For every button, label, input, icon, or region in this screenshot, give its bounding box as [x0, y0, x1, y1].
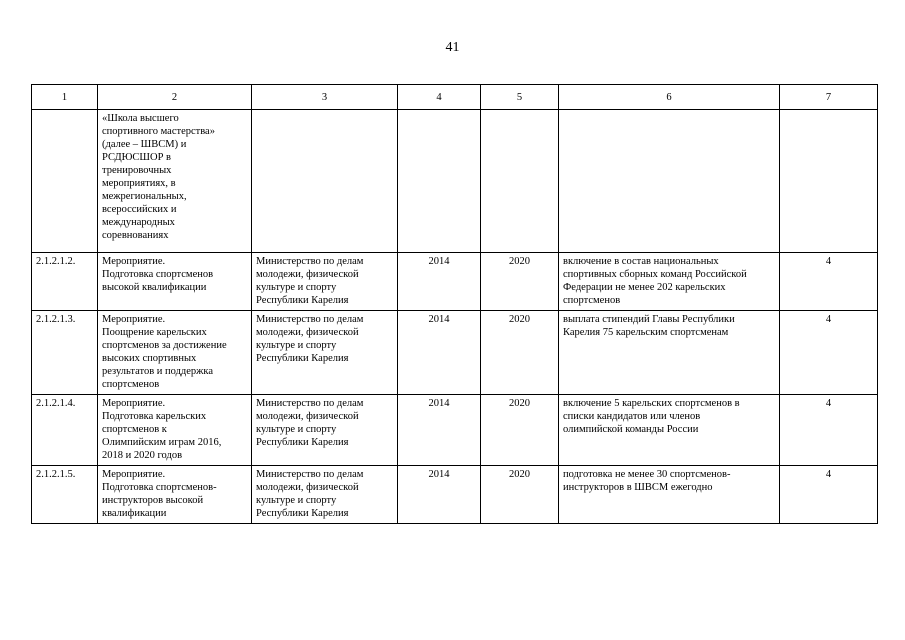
table-row: [32, 311, 878, 395]
cell-start-year: 2014: [398, 466, 481, 524]
continuation-cell-executor: [252, 110, 398, 253]
cell-event: Мероприятие. Поощрение карельских спортсменов за достижение высоких спортивных результатов и поддержка спортсменов: [98, 311, 252, 395]
continuation-cell-code: [32, 110, 98, 253]
cell-start-year: 2014: [398, 253, 481, 311]
cell-code: 2.1.2.1.5.: [32, 466, 98, 524]
cell-ref: 4: [780, 466, 878, 524]
cell-code: 2.1.2.1.3.: [32, 311, 98, 395]
continuation-cell-ref: [780, 110, 878, 253]
cell-ref: 4: [780, 311, 878, 395]
cell-ref: 4: [780, 395, 878, 466]
table-row: [32, 253, 878, 311]
cell-start-year: 2014: [398, 395, 481, 466]
cell-executor: Министерство по делам молодежи, физической культуре и спорту Республики Карелия: [252, 395, 398, 466]
column-header-2: 2: [98, 85, 252, 110]
continuation-cell-event: «Школа высшего спортивного мастерства» (далее – ШВСМ) и РСДЮСШОР в тренировочных мероприятиях, в межрегиональных, всероссийских и международных соревнованиях: [98, 110, 252, 253]
program-table: [31, 84, 878, 524]
table-row-continuation: [32, 110, 878, 253]
column-header-6: 6: [559, 85, 780, 110]
cell-result: включение в состав национальных спортивных сборных команд Российской Федерации не менее 202 карельских спортсменов: [559, 253, 780, 311]
cell-event: Мероприятие. Подготовка спортсменов высокой квалификации: [98, 253, 252, 311]
column-header-4: 4: [398, 85, 481, 110]
continuation-cell-result: [559, 110, 780, 253]
column-header-3: 3: [252, 85, 398, 110]
column-header-7: 7: [780, 85, 878, 110]
cell-code: 2.1.2.1.2.: [32, 253, 98, 311]
cell-result: включение 5 карельских спортсменов в списки кандидатов или членов олимпийской команды России: [559, 395, 780, 466]
column-header-5: 5: [481, 85, 559, 110]
cell-result: подготовка не менее 30 спортсменов- инструкторов в ШВСМ ежегодно: [559, 466, 780, 524]
cell-executor: Министерство по делам молодежи, физической культуре и спорту Республики Карелия: [252, 311, 398, 395]
cell-ref: 4: [780, 253, 878, 311]
header-row: [32, 85, 878, 110]
cell-event: Мероприятие. Подготовка карельских спортсменов к Олимпийским играм 2016, 2018 и 2020 годов: [98, 395, 252, 466]
page-number: 41: [445, 40, 460, 55]
cell-executor: Министерство по делам молодежи, физической культуре и спорту Республики Карелия: [252, 466, 398, 524]
cell-end-year: 2020: [481, 466, 559, 524]
cell-start-year: 2014: [398, 311, 481, 395]
cell-executor: Министерство по делам молодежи, физической культуре и спорту Республики Карелия: [252, 253, 398, 311]
cell-event: Мероприятие. Подготовка спортсменов- инструкторов высокой квалификации: [98, 466, 252, 524]
continuation-cell-start: [398, 110, 481, 253]
cell-code: 2.1.2.1.4.: [32, 395, 98, 466]
table-row: [32, 466, 878, 524]
cell-end-year: 2020: [481, 253, 559, 311]
cell-result: выплата стипендий Главы Республики Карелия 75 карельским спортсменам: [559, 311, 780, 395]
table-row: [32, 395, 878, 466]
cell-end-year: 2020: [481, 395, 559, 466]
cell-end-year: 2020: [481, 311, 559, 395]
continuation-cell-end: [481, 110, 559, 253]
column-header-1: 1: [32, 85, 98, 110]
